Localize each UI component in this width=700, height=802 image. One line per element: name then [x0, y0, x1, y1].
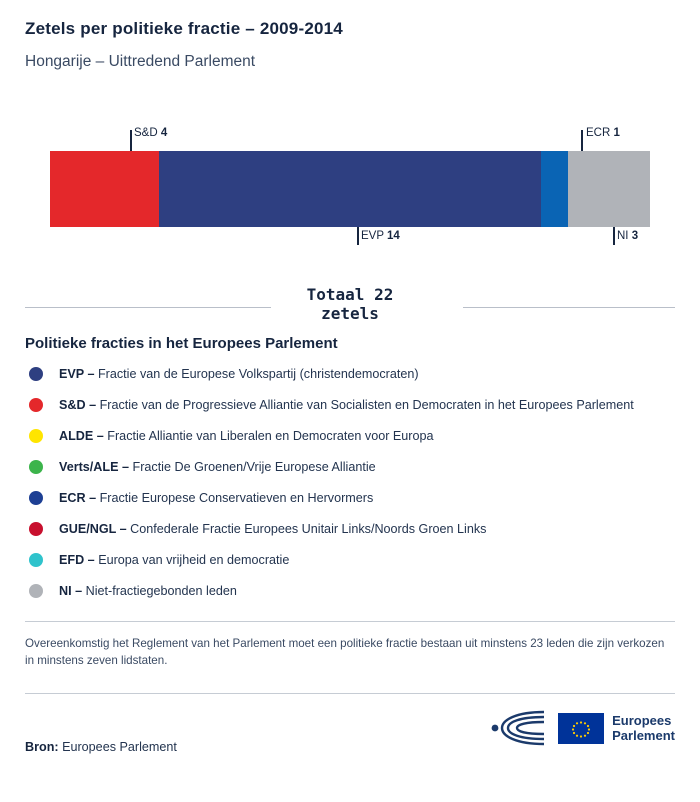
bar-segment-sd — [50, 151, 159, 227]
legend-item-gue-ngl — [25, 521, 675, 537]
total-label: Totaal — [306, 285, 365, 304]
total-text — [25, 285, 675, 323]
footer-divider-top — [25, 621, 675, 622]
source-line — [25, 740, 177, 754]
tick-sd — [130, 130, 132, 151]
legend-dot-alde — [29, 429, 43, 443]
ep-logo-line1: Europees — [612, 713, 672, 728]
legend-desc-ecr: Fractie Europese Conservatieven en Hervormers — [99, 491, 374, 505]
legend-item-ni — [25, 583, 675, 599]
eu-flag-icon — [558, 713, 604, 744]
legend-abbr-alde: ALDE – — [59, 429, 104, 443]
legend-item-sd — [25, 397, 675, 413]
total-block — [25, 285, 675, 331]
legend-abbr-evp: EVP – — [59, 367, 95, 381]
legend-abbr-gue-ngl: GUE/NGL – — [59, 522, 127, 536]
legend-desc-verts-ale: Fractie De Groenen/Vrije Europese Alliantie — [132, 460, 376, 474]
legend-desc-sd: Fractie van de Progressieve Alliantie van Socialisten en Democraten in het Europees Parlement — [99, 398, 634, 412]
legend-item-ecr — [25, 490, 675, 506]
legend-abbr-verts-ale: Verts/ALE – — [59, 460, 129, 474]
bar-label-ecr: ECR 1 — [586, 127, 620, 139]
legend-dot-efd — [29, 553, 43, 567]
page-title: Zetels per politieke fractie – 2009-2014 — [25, 19, 343, 38]
ep-logo-line2: Parlement — [612, 728, 675, 743]
tick-ecr — [581, 130, 583, 151]
bar-segment-evp — [159, 151, 541, 227]
legend-desc-alde: Fractie Alliantie van Liberalen en Democraten voor Europa — [107, 429, 434, 443]
tick-evp — [357, 227, 359, 245]
ep-logo — [486, 708, 675, 748]
footer-divider-bottom — [25, 693, 675, 694]
bar-label-evp: EVP 14 — [361, 230, 400, 242]
seat-bar-chart — [25, 129, 675, 249]
total-value: 22 — [374, 285, 394, 304]
bar-segment-ni — [568, 151, 650, 227]
legend-item-efd — [25, 552, 675, 568]
source-value: Europees Parlement — [62, 740, 177, 754]
legend-desc-efd: Europa van vrijheid en democratie — [98, 553, 290, 567]
ep-hemicycle-icon — [486, 708, 548, 748]
legend-dot-gue-ngl — [29, 522, 43, 536]
legend-dot-evp — [29, 367, 43, 381]
legend-dot-verts-ale — [29, 460, 43, 474]
bar-label-ni: NI 3 — [617, 230, 639, 242]
legend-abbr-ni: NI – — [59, 584, 83, 598]
legend-dot-ni — [29, 584, 43, 598]
legend-desc-ni: Niet-fractiegebonden leden — [85, 584, 237, 598]
legend-abbr-ecr: ECR – — [59, 491, 97, 505]
legend-item-alde — [25, 428, 675, 444]
bar-segment-ecr — [541, 151, 568, 227]
footer — [25, 708, 675, 772]
stacked-bar — [50, 151, 650, 227]
legend-desc-evp: Fractie van de Europese Volkspartij (christendemocraten) — [97, 367, 419, 381]
legend-dot-sd — [29, 398, 43, 412]
legend-abbr-sd: S&D – — [59, 398, 97, 412]
legend-heading: Politieke fracties in het Europees Parlement — [25, 335, 338, 352]
ep-logo-text — [612, 713, 675, 743]
legend-item-evp — [25, 366, 675, 382]
tick-ni — [613, 227, 615, 245]
legend-item-verts-ale — [25, 459, 675, 475]
source-label: Bron: — [25, 740, 59, 754]
bar-label-sd: S&D 4 — [134, 127, 168, 139]
legend-dot-ecr — [29, 491, 43, 505]
total-unit: zetels — [321, 304, 379, 323]
page-subtitle: Hongarije – Uittredend Parlement — [25, 53, 256, 70]
footnote: Overeenkomstig het Reglement van het Parlement moet een politieke fractie bestaan uit minstens 23 leden die zijn verkozen in minstens zeven lidstaten. — [25, 637, 665, 667]
legend-desc-gue-ngl: Confederale Fractie Europees Unitair Links/Noords Groen Links — [130, 522, 487, 536]
legend-abbr-efd: EFD – — [59, 553, 95, 567]
